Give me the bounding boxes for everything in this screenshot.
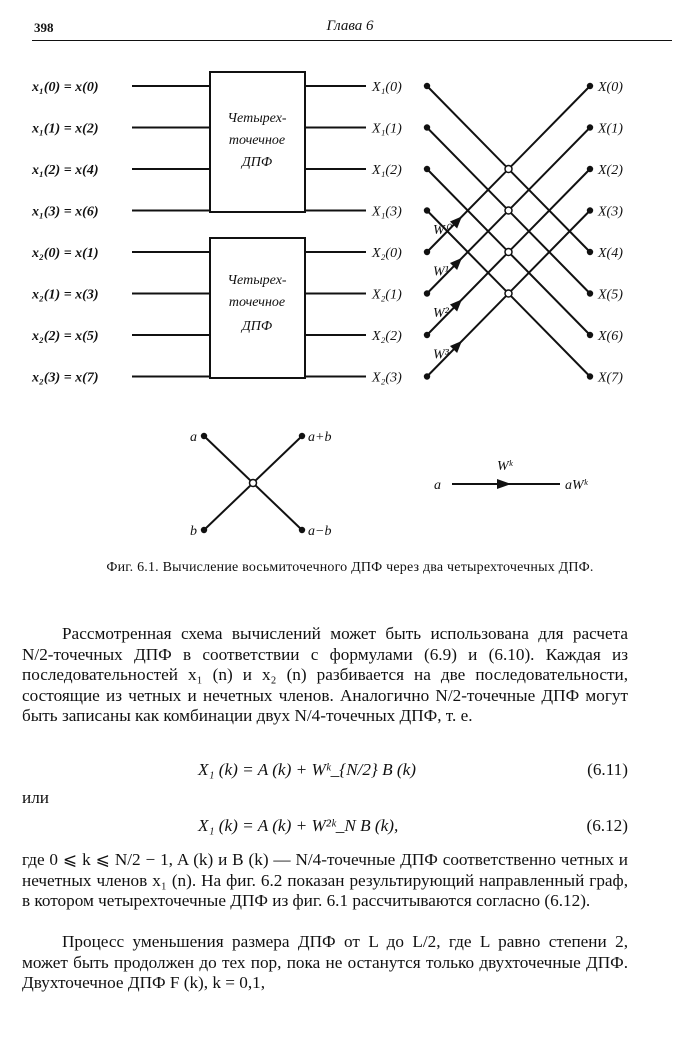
legend-branch-input: a [434, 478, 441, 493]
butterfly-node-3 [505, 290, 512, 297]
legend-input-dot-a [201, 433, 207, 439]
dft-blocks [210, 72, 305, 378]
butterfly-node-1 [505, 207, 512, 214]
intermediate-lines [305, 80, 402, 386]
twiddle-label-0: W⁰ [433, 223, 451, 238]
butterfly-node-2 [505, 249, 512, 256]
input-label-6: x₂(2) = x(5) [32, 329, 99, 344]
body-paragraph-1: Рассмотренная схема вычислений может быть использована для расчета N/2-точечных ДПФ в соответствии с формулами (6.9) и (6.10). Каждая из последовательностей x₁ (n) и x₂ (n) разбивается на две последовательности, состоящие из четных и нечетных членов. Аналогично N/2-точечные ДПФ могут быть записаны как комбинации двух N/4-точечных ДПФ, т. е. [22, 624, 628, 725]
input-label-0: x₁(0) = x(0) [32, 80, 99, 95]
figure-caption: Фиг. 6.1. Вычисление восьмиточечного ДПФ через два четырехточечных ДПФ. [106, 560, 594, 575]
butterfly-node-0 [505, 166, 512, 173]
butterfly-network [424, 80, 623, 386]
legend-branch-weight: Wᵏ [497, 459, 513, 474]
dft-block-bottom-line2: точечное [228, 295, 286, 310]
intermediate-label-4: X₂(0) [372, 246, 402, 261]
dft-block-top-line2: точечное [228, 133, 286, 148]
equation-6-12-number: (6.12) [586, 816, 628, 835]
input-label-4: x₂(0) = x(1) [32, 246, 99, 261]
intermediate-label-1: X₁(1) [372, 121, 402, 137]
equation-6-12-body: X₁ (k) = A (k) + W²ᵏ_N B (k), [198, 816, 399, 835]
intermediate-label-5: X₂(1) [372, 287, 402, 303]
output-label-2: X(2) [598, 163, 623, 178]
twiddle-label-3: W³ [433, 347, 449, 363]
equation-6-11-body: X₁ (k) = A (k) + Wᵏ_{N/2} B (k) [198, 760, 416, 779]
input-label-1: x₁(1) = x(2) [32, 121, 99, 137]
page-number: 398 [34, 20, 54, 35]
dft-block-bottom-line3: ДПФ [241, 319, 273, 334]
output-label-4: X(4) [598, 246, 623, 261]
equation-6-11-number: (6.11) [587, 760, 628, 779]
output-label-1: X(1) [598, 121, 623, 137]
intermediate-label-2: X₁(2) [372, 163, 402, 178]
intermediate-label-3: X₁(3) [372, 204, 402, 220]
intermediate-label-0: X₁(0) [372, 80, 402, 95]
output-label-3: X(3) [598, 204, 623, 220]
legend-output-dot-sum [299, 433, 305, 439]
legend-branch-arrow [497, 479, 511, 489]
legend-output-dot-diff [299, 527, 305, 533]
body-paragraph-2: где 0 ⩽ k ⩽ N/2 − 1, A (k) и B (k) — N/4-точечные ДПФ соответственно четных и нечетных членов x₁ (n). На фиг. 6.2 показан результирующий направленный граф, в котором четырехточечные ДПФ из фиг. 6.1 рассчитываются согласно (6.12). [22, 850, 628, 910]
legend [190, 430, 589, 539]
legend-input-dot-b [201, 527, 207, 533]
output-label-7: X(7) [598, 370, 623, 386]
legend-label-diff: a−b [308, 524, 332, 539]
legend-label-a: a [190, 430, 197, 445]
dft-block-top-line3: ДПФ [241, 155, 273, 170]
body-paragraph-3: Процесс уменьшения размера ДПФ от L до L/2, где L равно степени 2, может быть продолжен до тех пор, пока не останутся только двухточечные ДПФ. Двухточечное ДПФ F (k), k = 0,1, [22, 932, 628, 992]
input-label-5: x₂(1) = x(3) [32, 287, 99, 303]
dft-block-bottom-line1: Четырех- [227, 273, 287, 288]
output-label-5: X(5) [598, 287, 623, 303]
input-label-7: x₂(3) = x(7) [32, 370, 99, 386]
legend-label-sum: a+b [308, 430, 332, 445]
connector-word: или [22, 788, 49, 807]
legend-branch-output: aWᵏ [565, 478, 588, 493]
dft-block-top-line1: Четырех- [227, 111, 287, 126]
output-label-0: X(0) [598, 80, 623, 95]
output-label-6: X(6) [598, 329, 623, 344]
legend-crossing-node [250, 480, 257, 487]
input-lines [31, 80, 210, 386]
input-label-2: x₁(2) = x(4) [32, 163, 99, 178]
intermediate-label-6: X₂(2) [372, 329, 402, 344]
running-head: Глава 6 [326, 18, 374, 34]
input-label-3: x₁(3) = x(6) [32, 204, 99, 220]
twiddle-label-2: W² [433, 306, 449, 321]
fft-flow-graph-figure [0, 40, 700, 550]
intermediate-label-7: X₂(3) [372, 370, 402, 386]
twiddle-label-1: W¹ [433, 264, 449, 280]
legend-label-b: b [190, 524, 197, 539]
